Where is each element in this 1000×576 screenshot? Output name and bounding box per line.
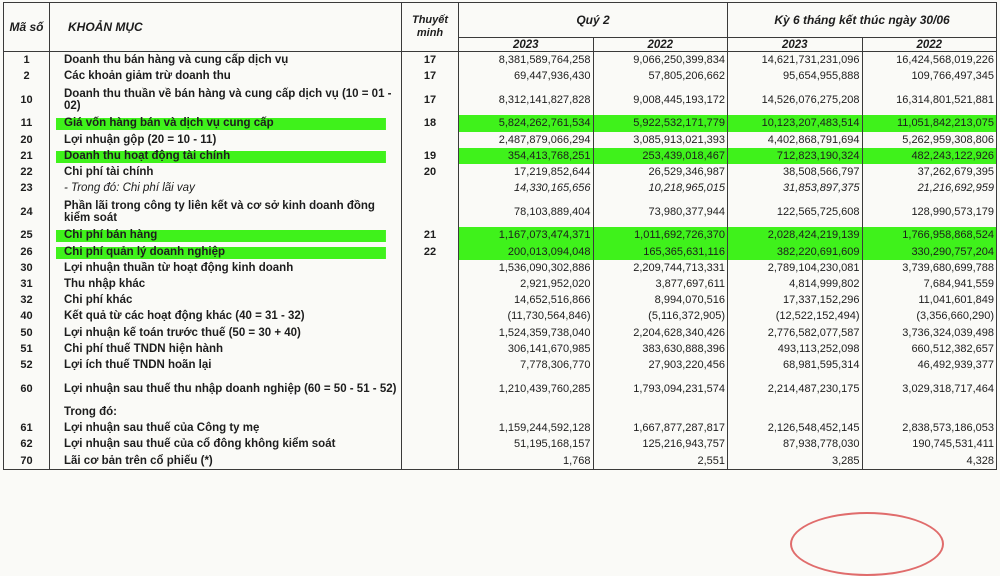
- row-name: Lợi ích thuế TNDN hoãn lại: [50, 357, 402, 373]
- row-value: 17,219,852,644: [459, 164, 594, 180]
- row-note: 17: [402, 68, 459, 84]
- row-value: 14,330,165,656: [459, 180, 594, 196]
- row-value: 5,262,959,308,806: [862, 132, 997, 148]
- row-value: 122,565,725,608: [728, 196, 863, 227]
- row-name: Doanh thu thuần về bán hàng và cung cấp dịch vụ (10 = 01 - 02): [50, 84, 402, 115]
- row-note: [402, 453, 459, 470]
- table-row: [4, 453, 997, 470]
- row-value: 3,285: [728, 453, 863, 470]
- header-quy-2: Quý 2: [459, 3, 728, 38]
- table-row: [4, 84, 997, 115]
- row-value: 7,778,306,770: [459, 357, 594, 373]
- row-value: 2,214,487,230,175: [728, 373, 863, 404]
- row-value: 37,262,679,395: [862, 164, 997, 180]
- table-row: [4, 164, 997, 180]
- row-note: [402, 308, 459, 324]
- row-name: Chi phí bán hàng: [50, 227, 402, 243]
- row-value: 253,439,018,467: [593, 148, 728, 164]
- row-value: 7,684,941,559: [862, 276, 997, 292]
- row-value: 712,823,190,324: [728, 148, 863, 164]
- row-name: Các khoản giảm trừ doanh thu: [50, 68, 402, 84]
- row-name: Chi phí thuế TNDN hiện hành: [50, 341, 402, 357]
- row-value: 2,209,744,713,331: [593, 260, 728, 276]
- row-value: 14,652,516,866: [459, 292, 594, 308]
- row-value: 200,013,094,048: [459, 244, 594, 260]
- row-value: 95,654,955,888: [728, 68, 863, 84]
- row-value: 4,328: [862, 453, 997, 470]
- row-name: Kết quả từ các hoạt động khác (40 = 31 - 32): [50, 308, 402, 324]
- row-note: 22: [402, 244, 459, 260]
- row-value: 125,216,943,757: [593, 436, 728, 452]
- row-note: 18: [402, 115, 459, 131]
- row-value: 31,853,897,375: [728, 180, 863, 196]
- row-value: 1,793,094,231,574: [593, 373, 728, 404]
- header-thuyet-minh: Thuyết minh: [402, 3, 459, 52]
- row-note: 17: [402, 52, 459, 69]
- row-code: 50: [4, 324, 50, 340]
- table-row: [4, 244, 997, 260]
- row-code: 40: [4, 308, 50, 324]
- row-note: [402, 292, 459, 308]
- table-row: [4, 324, 997, 340]
- row-value: 3,739,680,699,788: [862, 260, 997, 276]
- header-ma-so: Mã số: [4, 3, 50, 52]
- row-value: 1,536,090,302,886: [459, 260, 594, 276]
- row-value: 330,290,757,204: [862, 244, 997, 260]
- row-name: Lợi nhuận kế toán trước thuế (50 = 30 + 40): [50, 324, 402, 340]
- row-name: Thu nhập khác: [50, 276, 402, 292]
- row-value: 3,877,697,611: [593, 276, 728, 292]
- table-row: [4, 404, 997, 420]
- row-name: Lợi nhuận sau thuế thu nhập doanh nghiệp (60 = 50 - 51 - 52): [50, 373, 402, 404]
- row-value: (11,730,564,846): [459, 308, 594, 324]
- table-row: [4, 260, 997, 276]
- row-note: [402, 436, 459, 452]
- income-statement-table: [3, 2, 997, 470]
- row-value: 1,768: [459, 453, 594, 470]
- row-name: Lợi nhuận thuần từ hoạt động kinh doanh: [50, 260, 402, 276]
- row-name: Lợi nhuận sau thuế của Công ty mẹ: [50, 420, 402, 436]
- row-value: 17,337,152,296: [728, 292, 863, 308]
- row-code: 61: [4, 420, 50, 436]
- row-value: 69,447,936,430: [459, 68, 594, 84]
- row-value: (3,356,660,290): [862, 308, 997, 324]
- row-value: [728, 404, 863, 420]
- row-value: 482,243,122,926: [862, 148, 997, 164]
- row-note: [402, 196, 459, 227]
- row-value: 128,990,573,179: [862, 196, 997, 227]
- table-row: [4, 115, 997, 131]
- row-value: 2,551: [593, 453, 728, 470]
- row-note: [402, 404, 459, 420]
- row-value: 57,805,206,662: [593, 68, 728, 84]
- row-value: 8,381,589,764,258: [459, 52, 594, 69]
- row-value: 9,008,445,193,172: [593, 84, 728, 115]
- row-value: 2,126,548,452,145: [728, 420, 863, 436]
- table-row: [4, 180, 997, 196]
- header-year-6m-2022: 2022: [862, 38, 997, 52]
- row-value: 165,365,631,116: [593, 244, 728, 260]
- table-row: [4, 341, 997, 357]
- row-value: 68,981,595,314: [728, 357, 863, 373]
- row-value: 10,218,965,015: [593, 180, 728, 196]
- row-value: [593, 404, 728, 420]
- row-name: Phần lãi trong công ty liên kết và cơ sở kinh doanh đồng kiểm soát: [50, 196, 402, 227]
- row-value: 16,424,568,019,226: [862, 52, 997, 69]
- row-value: 109,766,497,345: [862, 68, 997, 84]
- row-value: 2,487,879,066,294: [459, 132, 594, 148]
- table-row: [4, 227, 997, 243]
- row-note: [402, 260, 459, 276]
- table-row: [4, 292, 997, 308]
- row-value: 11,051,842,213,075: [862, 115, 997, 131]
- row-note: 17: [402, 84, 459, 115]
- row-code: 51: [4, 341, 50, 357]
- row-code: 23: [4, 180, 50, 196]
- row-code: 60: [4, 373, 50, 404]
- row-note: [402, 324, 459, 340]
- row-code: 26: [4, 244, 50, 260]
- row-name: Trong đó:: [50, 404, 402, 420]
- row-value: 1,210,439,760,285: [459, 373, 594, 404]
- row-name: Doanh thu bán hàng và cung cấp dịch vụ: [50, 52, 402, 69]
- row-value: 26,529,346,987: [593, 164, 728, 180]
- row-value: 5,922,532,171,779: [593, 115, 728, 131]
- table-row: [4, 276, 997, 292]
- row-value: 1,667,877,287,817: [593, 420, 728, 436]
- row-code: 52: [4, 357, 50, 373]
- header-year-q2-2022: 2022: [593, 38, 728, 52]
- row-value: 383,630,888,396: [593, 341, 728, 357]
- table-row: [4, 308, 997, 324]
- row-name: - Trong đó: Chi phí lãi vay: [50, 180, 402, 196]
- row-value: 2,776,582,077,587: [728, 324, 863, 340]
- row-value: 46,492,939,377: [862, 357, 997, 373]
- header-year-6m-2023: 2023: [728, 38, 863, 52]
- table-row: [4, 436, 997, 452]
- table-row: [4, 420, 997, 436]
- row-value: [862, 404, 997, 420]
- row-note: [402, 357, 459, 373]
- row-value: 2,204,628,340,426: [593, 324, 728, 340]
- row-value: 10,123,207,483,514: [728, 115, 863, 131]
- row-note: 21: [402, 227, 459, 243]
- row-value: 382,220,691,609: [728, 244, 863, 260]
- row-value: 2,838,573,186,053: [862, 420, 997, 436]
- row-code: 24: [4, 196, 50, 227]
- row-value: 38,508,566,797: [728, 164, 863, 180]
- row-name: Lợi nhuận sau thuế của cổ đông không kiểm soát: [50, 436, 402, 452]
- row-value: 16,314,801,521,881: [862, 84, 997, 115]
- row-name: Giá vốn hàng bán và dịch vụ cung cấp: [50, 115, 402, 131]
- row-value: 87,938,778,030: [728, 436, 863, 452]
- row-value: 306,141,670,985: [459, 341, 594, 357]
- row-note: [402, 341, 459, 357]
- row-code: 1: [4, 52, 50, 69]
- row-value: 3,029,318,717,464: [862, 373, 997, 404]
- row-note: [402, 132, 459, 148]
- row-code: 31: [4, 276, 50, 292]
- table-body: [4, 52, 997, 470]
- row-value: 8,994,070,516: [593, 292, 728, 308]
- row-value: 27,903,220,456: [593, 357, 728, 373]
- row-value: 5,824,262,761,534: [459, 115, 594, 131]
- row-value: 2,789,104,230,081: [728, 260, 863, 276]
- row-code: 30: [4, 260, 50, 276]
- row-value: 11,041,601,849: [862, 292, 997, 308]
- row-value: 2,921,952,020: [459, 276, 594, 292]
- row-name: Doanh thu hoạt động tài chính: [50, 148, 402, 164]
- row-name: Lợi nhuận gộp (20 = 10 - 11): [50, 132, 402, 148]
- row-code: 10: [4, 84, 50, 115]
- row-note: [402, 420, 459, 436]
- row-value: 1,159,244,592,128: [459, 420, 594, 436]
- row-value: 1,167,073,474,371: [459, 227, 594, 243]
- row-name: Chi phí khác: [50, 292, 402, 308]
- row-code: 20: [4, 132, 50, 148]
- header-ky-6-thang: Kỳ 6 tháng kết thúc ngày 30/06: [728, 3, 997, 38]
- row-code: 11: [4, 115, 50, 131]
- row-note: [402, 276, 459, 292]
- table-row: [4, 52, 997, 69]
- row-value: 3,085,913,021,393: [593, 132, 728, 148]
- row-value: 78,103,889,404: [459, 196, 594, 227]
- row-value: 4,402,868,791,694: [728, 132, 863, 148]
- row-code: 32: [4, 292, 50, 308]
- row-value: 4,814,999,802: [728, 276, 863, 292]
- row-value: 2,028,424,219,139: [728, 227, 863, 243]
- table-row: [4, 148, 997, 164]
- row-value: (5,116,372,905): [593, 308, 728, 324]
- row-value: 14,621,731,231,096: [728, 52, 863, 69]
- row-value: 1,766,958,868,524: [862, 227, 997, 243]
- header-year-q2-2023: 2023: [459, 38, 594, 52]
- row-value: [459, 404, 594, 420]
- row-note: [402, 373, 459, 404]
- row-note: 19: [402, 148, 459, 164]
- row-value: (12,522,152,494): [728, 308, 863, 324]
- row-value: 51,195,168,157: [459, 436, 594, 452]
- row-value: 1,524,359,738,040: [459, 324, 594, 340]
- header-khoan-muc: KHOẢN MỤC: [50, 3, 402, 52]
- row-value: 1,011,692,726,370: [593, 227, 728, 243]
- row-value: 493,113,252,098: [728, 341, 863, 357]
- row-note: 20: [402, 164, 459, 180]
- table-row: [4, 196, 997, 227]
- row-code: 70: [4, 453, 50, 470]
- table-row: [4, 373, 997, 404]
- row-code: 2: [4, 68, 50, 84]
- row-value: 3,736,324,039,498: [862, 324, 997, 340]
- row-name: Chi phí tài chính: [50, 164, 402, 180]
- row-value: 354,413,768,251: [459, 148, 594, 164]
- row-code: 25: [4, 227, 50, 243]
- table-row: [4, 357, 997, 373]
- row-name: Chi phí quản lý doanh nghiệp: [50, 244, 402, 260]
- row-value: 9,066,250,399,834: [593, 52, 728, 69]
- row-name: Lãi cơ bản trên cổ phiếu (*): [50, 453, 402, 470]
- row-value: 190,745,531,411: [862, 436, 997, 452]
- row-value: 21,216,692,959: [862, 180, 997, 196]
- table-row: [4, 132, 997, 148]
- row-code: 62: [4, 436, 50, 452]
- table-row: [4, 68, 997, 84]
- row-value: 14,526,076,275,208: [728, 84, 863, 115]
- row-value: 660,512,382,657: [862, 341, 997, 357]
- company-seal: [790, 512, 944, 576]
- row-note: [402, 180, 459, 196]
- row-code: 22: [4, 164, 50, 180]
- row-value: 73,980,377,944: [593, 196, 728, 227]
- row-code: 21: [4, 148, 50, 164]
- row-code: [4, 404, 50, 420]
- row-value: 8,312,141,827,828: [459, 84, 594, 115]
